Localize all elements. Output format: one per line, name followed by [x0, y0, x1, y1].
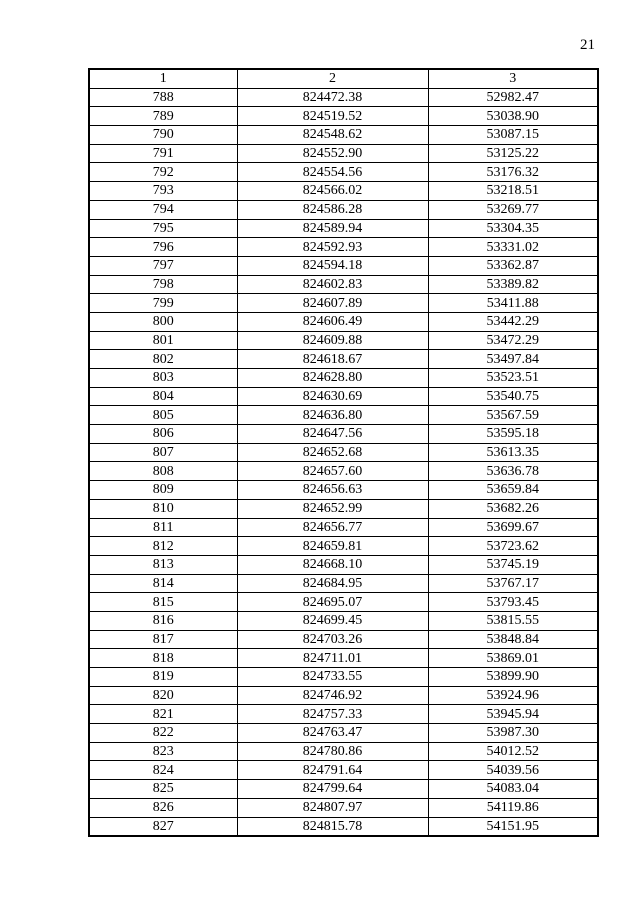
y-coordinate-cell: 53389.82: [428, 275, 598, 294]
point-number-cell: 815: [89, 593, 237, 612]
x-coordinate-cell: 824566.02: [237, 182, 428, 201]
table-row: [89, 462, 598, 481]
y-coordinate-cell: 53659.84: [428, 481, 598, 500]
x-coordinate-cell: 824586.28: [237, 200, 428, 219]
table-row: [89, 331, 598, 350]
x-coordinate-cell: 824695.07: [237, 593, 428, 612]
y-coordinate-cell: 53523.51: [428, 369, 598, 388]
point-number-cell: 810: [89, 499, 237, 518]
table-row: [89, 312, 598, 331]
x-coordinate-cell: 824609.88: [237, 331, 428, 350]
y-coordinate-cell: 54083.04: [428, 780, 598, 799]
table-row: [89, 219, 598, 238]
point-number-cell: 814: [89, 574, 237, 593]
x-coordinate-cell: 824733.55: [237, 668, 428, 687]
y-coordinate-cell: 53682.26: [428, 499, 598, 518]
point-number-cell: 816: [89, 611, 237, 630]
y-coordinate-cell: 53699.67: [428, 518, 598, 537]
table-row: [89, 780, 598, 799]
x-coordinate-cell: 824594.18: [237, 256, 428, 275]
y-coordinate-cell: 53745.19: [428, 555, 598, 574]
y-coordinate-cell: 53567.59: [428, 406, 598, 425]
y-coordinate-cell: 53899.90: [428, 668, 598, 687]
table-row: [89, 200, 598, 219]
y-coordinate-cell: 53723.62: [428, 537, 598, 556]
table-row: [89, 499, 598, 518]
point-number-cell: 801: [89, 331, 237, 350]
y-coordinate-cell: 53869.01: [428, 649, 598, 668]
x-coordinate-cell: 824589.94: [237, 219, 428, 238]
point-number-cell: 797: [89, 256, 237, 275]
table-row: [89, 649, 598, 668]
y-coordinate-cell: 53269.77: [428, 200, 598, 219]
table-row: [89, 555, 598, 574]
table-row: [89, 163, 598, 182]
table-row: [89, 481, 598, 500]
table-row: [89, 724, 598, 743]
x-coordinate-cell: 824746.92: [237, 686, 428, 705]
x-coordinate-cell: 824548.62: [237, 126, 428, 145]
y-coordinate-cell: 53331.02: [428, 238, 598, 257]
y-coordinate-cell: 53442.29: [428, 312, 598, 331]
x-coordinate-cell: 824668.10: [237, 555, 428, 574]
table-row: [89, 425, 598, 444]
table-row: [89, 668, 598, 687]
x-coordinate-cell: 824780.86: [237, 742, 428, 761]
table-header-row: [89, 69, 598, 88]
y-coordinate-cell: 53087.15: [428, 126, 598, 145]
table-row: [89, 574, 598, 593]
point-number-cell: 821: [89, 705, 237, 724]
point-number-cell: 798: [89, 275, 237, 294]
table-row: [89, 742, 598, 761]
table-row: [89, 350, 598, 369]
x-coordinate-cell: 824636.80: [237, 406, 428, 425]
y-coordinate-cell: 53472.29: [428, 331, 598, 350]
point-number-cell: 800: [89, 312, 237, 331]
point-number-cell: 792: [89, 163, 237, 182]
x-coordinate-cell: 824799.64: [237, 780, 428, 799]
column-header-1: 1: [89, 69, 237, 88]
table-row: [89, 593, 598, 612]
y-coordinate-cell: 53767.17: [428, 574, 598, 593]
point-number-cell: 796: [89, 238, 237, 257]
y-coordinate-cell: 53595.18: [428, 425, 598, 444]
table-row: [89, 686, 598, 705]
x-coordinate-cell: 824552.90: [237, 144, 428, 163]
point-number-cell: 819: [89, 668, 237, 687]
x-coordinate-cell: 824703.26: [237, 630, 428, 649]
point-number-cell: 789: [89, 107, 237, 126]
x-coordinate-cell: 824647.56: [237, 425, 428, 444]
x-coordinate-cell: 824592.93: [237, 238, 428, 257]
point-number-cell: 795: [89, 219, 237, 238]
point-number-cell: 806: [89, 425, 237, 444]
y-coordinate-cell: 53497.84: [428, 350, 598, 369]
table-body: [89, 88, 598, 836]
point-number-cell: 802: [89, 350, 237, 369]
x-coordinate-cell: 824684.95: [237, 574, 428, 593]
point-number-cell: 817: [89, 630, 237, 649]
coordinates-table: [88, 68, 599, 837]
table-row: [89, 294, 598, 313]
point-number-cell: 825: [89, 780, 237, 799]
point-number-cell: 793: [89, 182, 237, 201]
point-number-cell: 805: [89, 406, 237, 425]
table-row: [89, 369, 598, 388]
point-number-cell: 794: [89, 200, 237, 219]
y-coordinate-cell: 54012.52: [428, 742, 598, 761]
y-coordinate-cell: 53540.75: [428, 387, 598, 406]
x-coordinate-cell: 824618.67: [237, 350, 428, 369]
table-row: [89, 182, 598, 201]
x-coordinate-cell: 824652.68: [237, 443, 428, 462]
table-row: [89, 238, 598, 257]
point-number-cell: 820: [89, 686, 237, 705]
column-header-3: 3: [428, 69, 598, 88]
y-coordinate-cell: 53987.30: [428, 724, 598, 743]
x-coordinate-cell: 824699.45: [237, 611, 428, 630]
x-coordinate-cell: 824607.89: [237, 294, 428, 313]
x-coordinate-cell: 824554.56: [237, 163, 428, 182]
table-row: [89, 443, 598, 462]
x-coordinate-cell: 824757.33: [237, 705, 428, 724]
point-number-cell: 799: [89, 294, 237, 313]
x-coordinate-cell: 824519.52: [237, 107, 428, 126]
x-coordinate-cell: 824630.69: [237, 387, 428, 406]
y-coordinate-cell: 54151.95: [428, 817, 598, 836]
point-number-cell: 826: [89, 798, 237, 817]
table-row: [89, 88, 598, 107]
table-row: [89, 387, 598, 406]
y-coordinate-cell: 53218.51: [428, 182, 598, 201]
table-row: [89, 705, 598, 724]
x-coordinate-cell: 824815.78: [237, 817, 428, 836]
point-number-cell: 824: [89, 761, 237, 780]
x-coordinate-cell: 824711.01: [237, 649, 428, 668]
y-coordinate-cell: 53038.90: [428, 107, 598, 126]
point-number-cell: 788: [89, 88, 237, 107]
table-row: [89, 256, 598, 275]
point-number-cell: 813: [89, 555, 237, 574]
y-coordinate-cell: 54039.56: [428, 761, 598, 780]
point-number-cell: 827: [89, 817, 237, 836]
y-coordinate-cell: 53636.78: [428, 462, 598, 481]
y-coordinate-cell: 53362.87: [428, 256, 598, 275]
column-header-2: 2: [237, 69, 428, 88]
y-coordinate-cell: 53176.32: [428, 163, 598, 182]
table-row: [89, 817, 598, 836]
point-number-cell: 809: [89, 481, 237, 500]
x-coordinate-cell: 824807.97: [237, 798, 428, 817]
point-number-cell: 803: [89, 369, 237, 388]
x-coordinate-cell: 824652.99: [237, 499, 428, 518]
table-row: [89, 611, 598, 630]
y-coordinate-cell: 54119.86: [428, 798, 598, 817]
x-coordinate-cell: 824763.47: [237, 724, 428, 743]
x-coordinate-cell: 824472.38: [237, 88, 428, 107]
y-coordinate-cell: 53815.55: [428, 611, 598, 630]
point-number-cell: 822: [89, 724, 237, 743]
point-number-cell: 790: [89, 126, 237, 145]
table-row: [89, 275, 598, 294]
y-coordinate-cell: 53411.88: [428, 294, 598, 313]
x-coordinate-cell: 824656.77: [237, 518, 428, 537]
x-coordinate-cell: 824659.81: [237, 537, 428, 556]
y-coordinate-cell: 53793.45: [428, 593, 598, 612]
x-coordinate-cell: 824628.80: [237, 369, 428, 388]
table-row: [89, 630, 598, 649]
y-coordinate-cell: 53848.84: [428, 630, 598, 649]
point-number-cell: 811: [89, 518, 237, 537]
table-row: [89, 144, 598, 163]
table-row: [89, 107, 598, 126]
y-coordinate-cell: 53945.94: [428, 705, 598, 724]
x-coordinate-cell: 824791.64: [237, 761, 428, 780]
x-coordinate-cell: 824606.49: [237, 312, 428, 331]
table-row: [89, 537, 598, 556]
point-number-cell: 808: [89, 462, 237, 481]
point-number-cell: 823: [89, 742, 237, 761]
point-number-cell: 807: [89, 443, 237, 462]
y-coordinate-cell: 53924.96: [428, 686, 598, 705]
y-coordinate-cell: 52982.47: [428, 88, 598, 107]
x-coordinate-cell: 824602.83: [237, 275, 428, 294]
point-number-cell: 818: [89, 649, 237, 668]
page-number: 21: [580, 37, 595, 53]
table-row: [89, 798, 598, 817]
y-coordinate-cell: 53613.35: [428, 443, 598, 462]
y-coordinate-cell: 53125.22: [428, 144, 598, 163]
table-row: [89, 126, 598, 145]
point-number-cell: 791: [89, 144, 237, 163]
table-row: [89, 406, 598, 425]
y-coordinate-cell: 53304.35: [428, 219, 598, 238]
table-row: [89, 518, 598, 537]
x-coordinate-cell: 824657.60: [237, 462, 428, 481]
x-coordinate-cell: 824656.63: [237, 481, 428, 500]
table-row: [89, 761, 598, 780]
point-number-cell: 812: [89, 537, 237, 556]
point-number-cell: 804: [89, 387, 237, 406]
